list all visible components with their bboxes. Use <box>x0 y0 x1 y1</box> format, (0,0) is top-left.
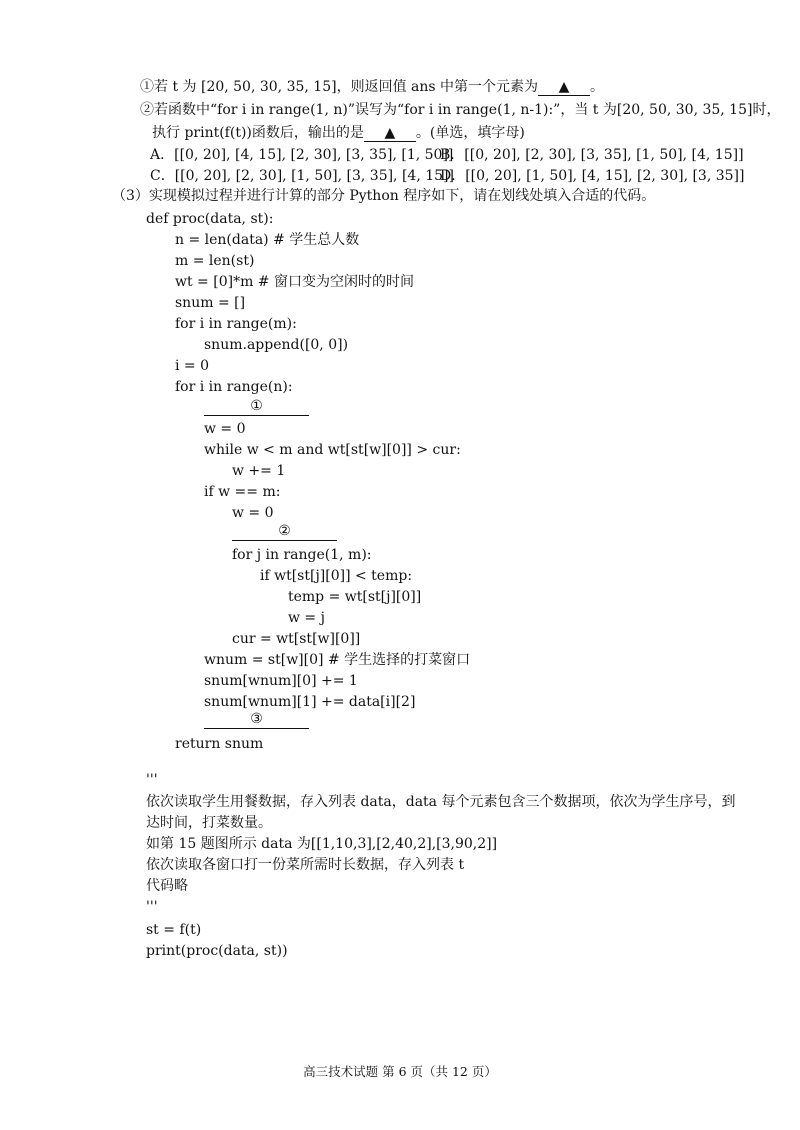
answer-blank-triangle: ▲ <box>364 125 416 142</box>
code-line: if w == m: <box>204 484 281 500</box>
blank-number: ① <box>204 397 309 416</box>
code-line: print(proc(data, st)) <box>146 943 288 959</box>
question-1-text: ①若 t 为 [20, 50, 30, 35, 15]，则返回值 ans 中第一个元素为 <box>140 79 539 95</box>
option-d: D．[[0, 20], [1, 50], [4, 15], [2, 30], [3, 35]] <box>440 168 745 184</box>
code-line: wnum = st[w][0] # 学生选择的打菜窗口 <box>204 652 471 668</box>
code-line: cur = wt[st[w][0]] <box>232 631 361 647</box>
code-line: for i in range(m): <box>175 316 297 332</box>
code-line: w = j <box>288 610 325 626</box>
code-line: st = f(t) <box>146 922 202 938</box>
docstring-text: 依次读取学生用餐数据，存入列表 data，data 每个元素包含三个数据项，依次为学生序号，到 <box>146 794 736 810</box>
code-line: def proc(data, st): <box>146 211 274 227</box>
code-line: snum.append([0, 0]) <box>204 337 349 353</box>
docstring-text: 如第 15 题图所示 data 为[[1,10,3],[2,40,2],[3,90,2]] <box>146 836 498 852</box>
docstring-open: ''' <box>146 772 158 788</box>
code-line: n = len(data) # 学生总人数 <box>175 232 360 248</box>
question-3-intro: （3）实现模拟过程并进行计算的部分 Python 程序如下，请在划线处填入合适的代码。 <box>112 188 656 204</box>
question-2-text: 执行 print(f(t))函数后，输出的是 <box>152 125 364 141</box>
code-line: snum = [] <box>175 295 246 311</box>
question-1-suffix: 。 <box>590 79 605 95</box>
code-line: i = 0 <box>175 358 210 374</box>
code-line: return snum <box>175 736 264 752</box>
code-line: snum[wnum][1] += data[i][2] <box>204 694 416 710</box>
code-line: while w < m and wt[st[w][0]] > cur: <box>204 442 461 458</box>
question-2-suffix: 。(单选，填字母) <box>415 125 525 141</box>
code-line: temp = wt[st[j][0]] <box>288 589 422 605</box>
code-line: for i in range(n): <box>175 379 293 395</box>
code-line: if wt[st[j][0]] < temp: <box>260 568 413 584</box>
docstring-text: 依次读取各窗口打一份菜所需时长数据，存入列表 t <box>146 857 465 873</box>
code-line: for j in range(1, m): <box>232 547 372 563</box>
fill-in-blank-2 <box>232 522 337 541</box>
docstring-close: ''' <box>146 899 158 915</box>
question-1 <box>140 78 604 96</box>
option-c: C．[[0, 20], [2, 30], [1, 50], [3, 35], [4, 15]] <box>150 168 454 184</box>
code-line: snum[wnum][0] += 1 <box>204 673 358 689</box>
blank-number: ② <box>232 522 337 541</box>
docstring-text: 代码略 <box>146 878 188 894</box>
question-2-line-2 <box>152 124 525 142</box>
code-line: w = 0 <box>204 421 246 437</box>
docstring-text: 达时间，打菜数量。 <box>146 815 272 831</box>
fill-in-blank-1 <box>204 397 309 416</box>
code-line: w += 1 <box>232 463 286 479</box>
code-line: w = 0 <box>232 505 274 521</box>
question-2-line-1: ②若函数中“for i in range(1, n)”误写为“for i in range(1, n-1):”，当 t 为[20, 50, 30, 35, 15]时， <box>140 102 781 118</box>
blank-number: ③ <box>204 710 309 729</box>
page-footer: 高三技术试题 第 6 页（共 12 页） <box>303 1064 497 1079</box>
code-line: m = len(st) <box>175 253 255 269</box>
code-line: wt = [0]*m # 窗口变为空闲时的时间 <box>175 274 414 290</box>
answer-blank-triangle: ▲ <box>538 79 590 96</box>
option-a: A．[[0, 20], [4, 15], [2, 30], [3, 35], [1, 50]] <box>150 147 454 163</box>
fill-in-blank-3 <box>204 710 309 729</box>
option-b: B．[[0, 20], [2, 30], [3, 35], [1, 50], [4, 15]] <box>440 147 744 163</box>
